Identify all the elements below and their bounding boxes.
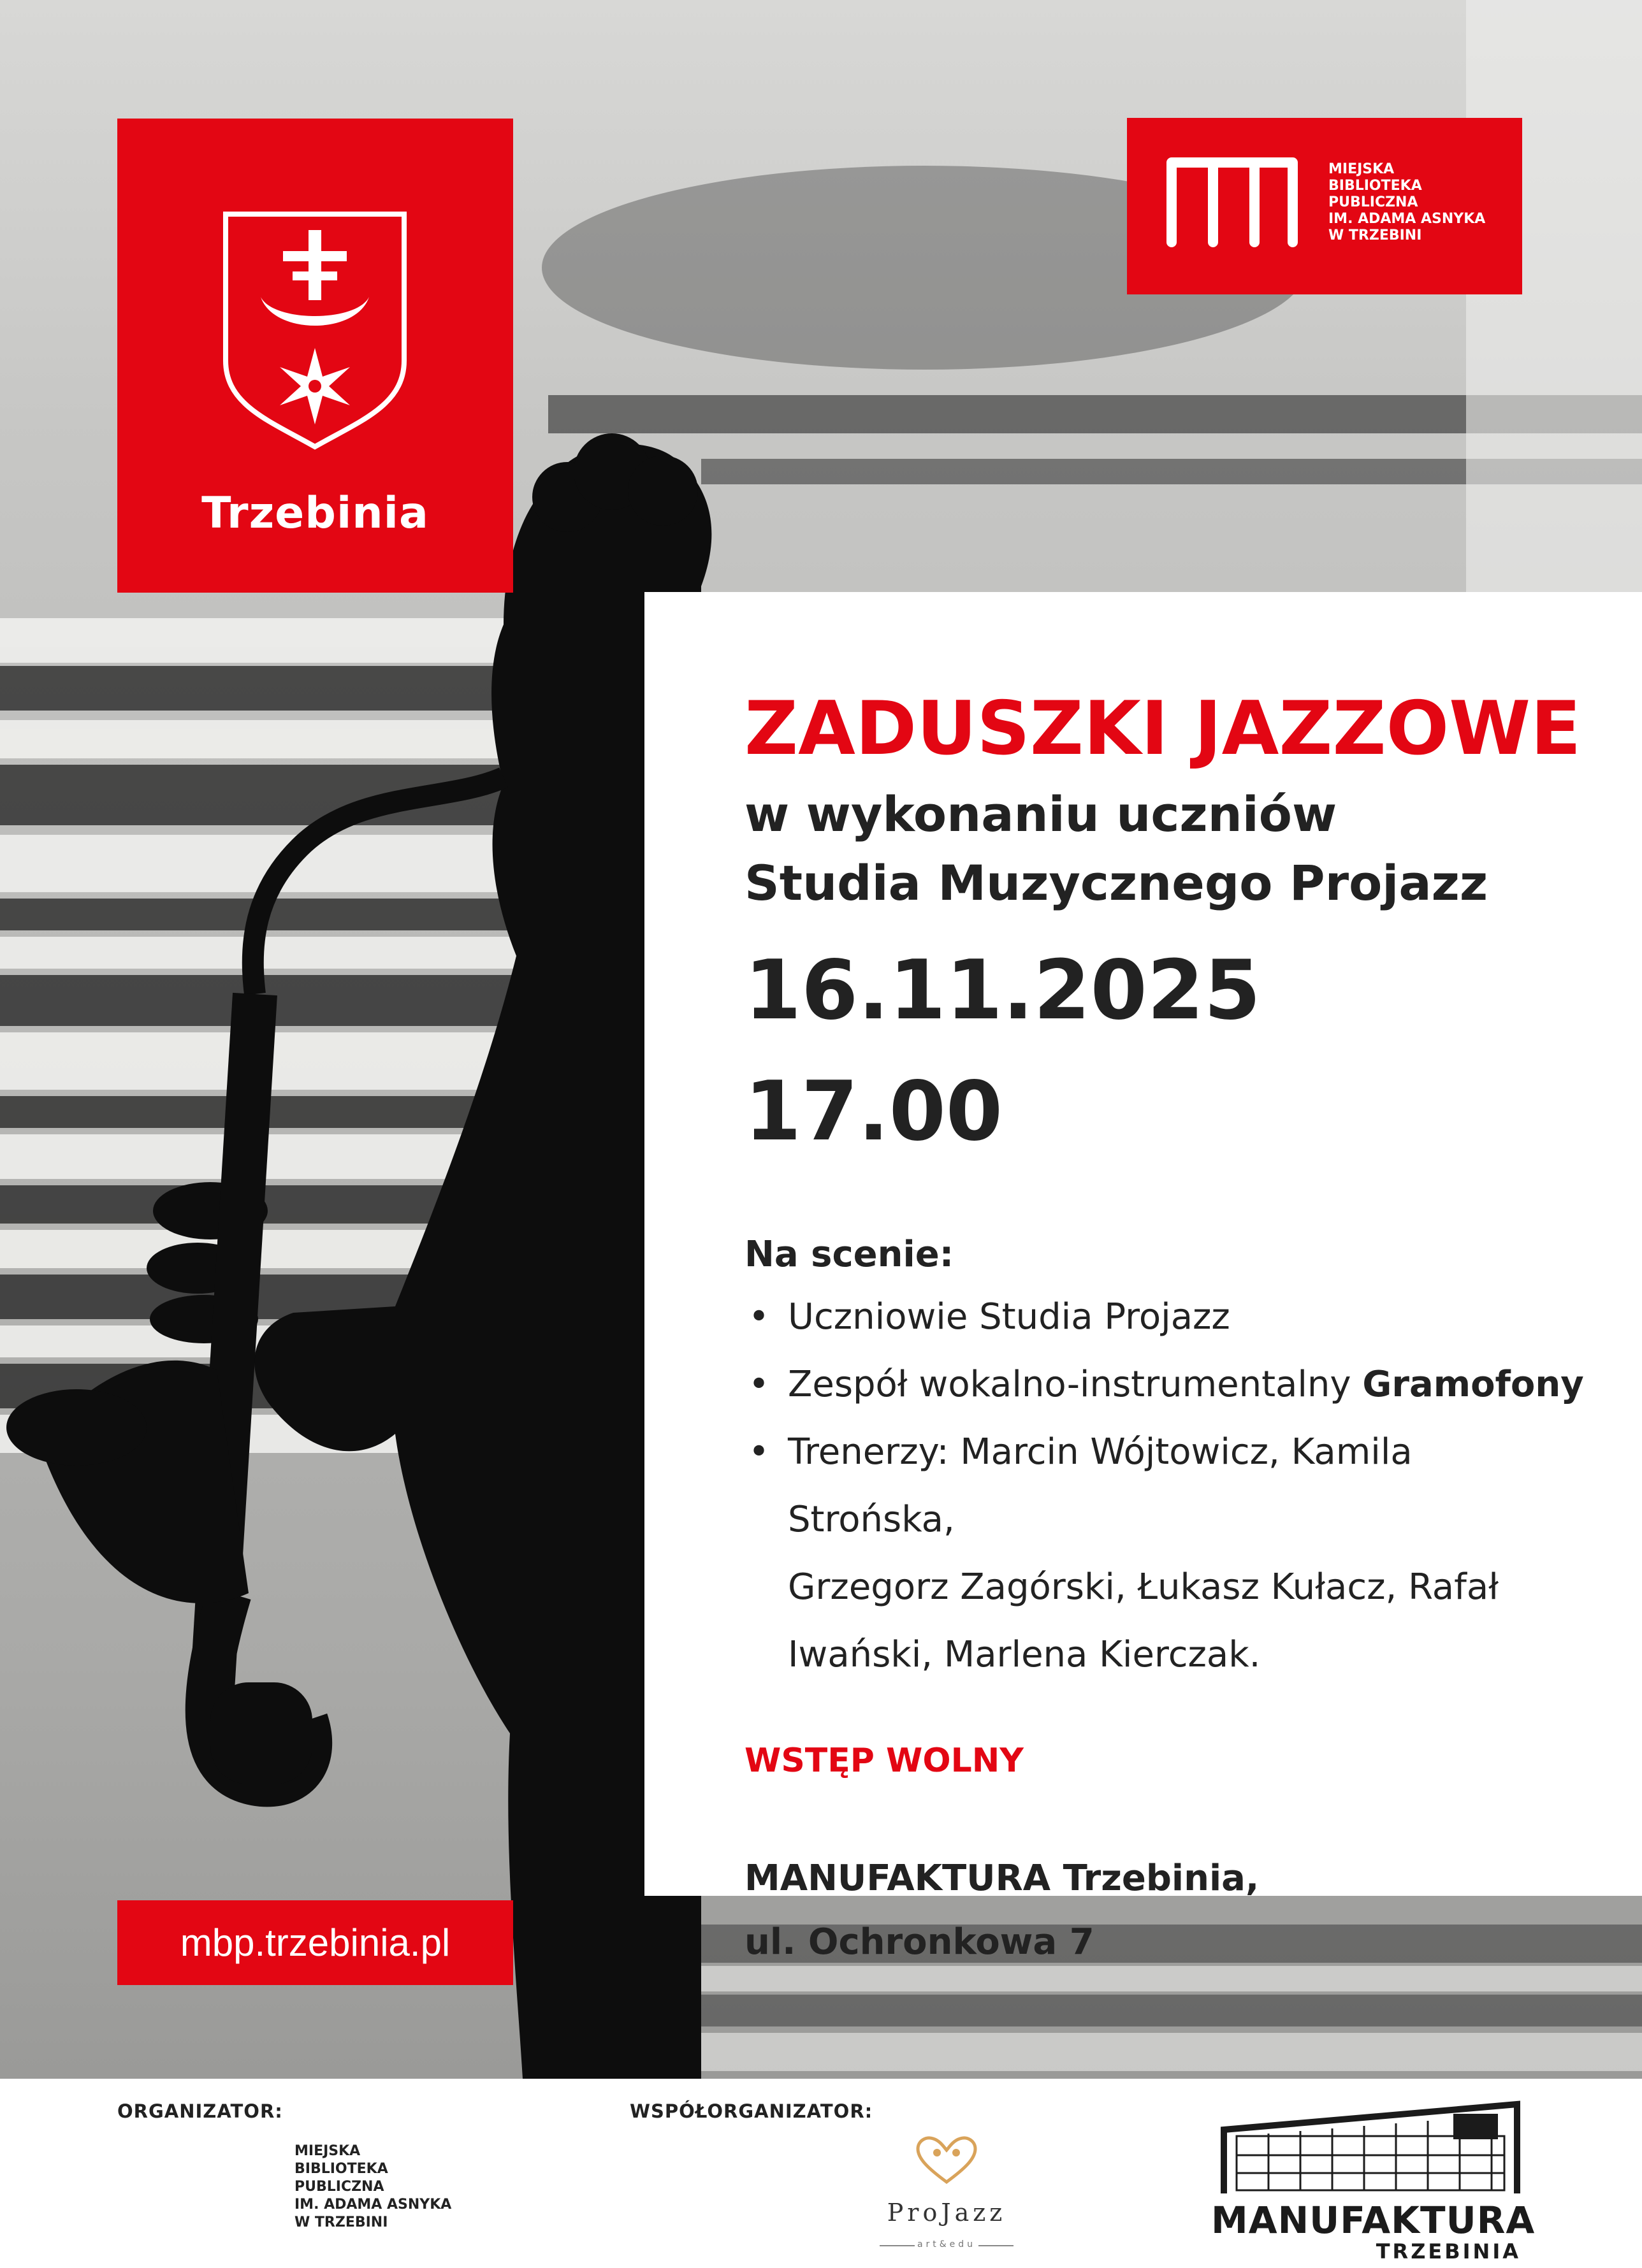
- event-date: 16.11.2025: [745, 943, 1261, 1038]
- event-time: 17.00: [745, 1064, 1003, 1159]
- heart-clef-icon: [867, 2130, 1026, 2193]
- manufaktura-city: TRZEBINIA: [1376, 2239, 1521, 2264]
- trzebinia-logo: [117, 119, 513, 593]
- lineup-item-text: Grzegorz Zagórski, Łukasz Kułacz, Rafał: [788, 1566, 1499, 1608]
- event-title: ZADUSZKI JAZZOWE: [745, 686, 1581, 772]
- library-name-line: PUBLICZNA: [1328, 194, 1418, 210]
- library-name-line: W TRZEBINI: [1328, 228, 1422, 243]
- library-name-line: IM. ADAMA ASNYKA: [1328, 211, 1486, 227]
- library-m-icon: [1165, 153, 1299, 249]
- coorganizer-label: WSPÓŁORGANIZATOR:: [630, 2100, 873, 2122]
- town-name: Trzebinia: [201, 488, 429, 538]
- event-info-panel: [644, 592, 1642, 1963]
- lineup-item-text: Zespół wokalno-instrumentalny: [788, 1364, 1363, 1405]
- event-subtitle-line: w wykonaniu uczniów: [745, 786, 1337, 842]
- library-logo: [1127, 118, 1522, 294]
- band-name: Gramofony: [1362, 1364, 1584, 1405]
- lineup-list: [745, 1283, 1624, 1689]
- projazz-logo: [867, 2130, 1026, 2257]
- projazz-tagline: art&edu: [917, 2239, 977, 2250]
- bullet: •: [748, 1296, 770, 1338]
- organizer-name: [294, 2142, 451, 2232]
- lineup-item: [745, 1283, 1624, 1351]
- venue-address: [745, 1847, 1624, 1974]
- organizer-name-line: W TRZEBINI: [294, 2214, 388, 2230]
- lineup-item: [745, 1419, 1553, 1689]
- website-link[interactable]: mbp.trzebinia.pl: [117, 1900, 513, 1985]
- lineup-item-text: Trenerzy: Marcin Wójtowicz, Kamila Strońska,: [788, 1431, 1413, 1540]
- venue-line: MANUFAKTURA Trzebinia,: [745, 1858, 1260, 1899]
- building-icon: [1211, 2091, 1530, 2200]
- lineup-item-text: Uczniowie Studia Projazz: [788, 1296, 1230, 1338]
- manufaktura-logo: [1211, 2091, 1536, 2264]
- footer: [0, 2079, 1642, 2268]
- coat-of-arms-icon: [213, 201, 417, 456]
- event-subtitle: [745, 780, 1624, 918]
- bullet: •: [748, 1431, 770, 1473]
- organizer-label: ORGANIZATOR:: [117, 2100, 283, 2122]
- organizer-name-line: MIEJSKA: [294, 2143, 361, 2159]
- organizer-name-line: BIBLIOTEKA: [294, 2161, 388, 2177]
- venue-line: ul. Ochronkowa 7: [745, 1921, 1094, 1963]
- event-subtitle-line: Studia Muzycznego Projazz: [745, 855, 1488, 911]
- lineup-item-text: Iwański, Marlena Kierczak.: [788, 1634, 1261, 1675]
- bullet: •: [748, 1364, 770, 1405]
- library-name-line: MIEJSKA: [1328, 161, 1395, 177]
- admission-note: WSTĘP WOLNY: [745, 1742, 1024, 1780]
- divider: [978, 2245, 1014, 2246]
- library-name: [1328, 161, 1485, 244]
- organizer-name-line: PUBLICZNA: [294, 2179, 384, 2195]
- library-m-icon: [210, 2128, 287, 2192]
- projazz-name: ProJazz: [887, 2199, 1006, 2227]
- stage-heading: Na scenie:: [745, 1234, 954, 1275]
- manufaktura-name: MANUFAKTURA: [1211, 2199, 1536, 2242]
- lineup-item: [745, 1351, 1624, 1419]
- library-name-line: BIBLIOTEKA: [1328, 178, 1422, 194]
- organizer-name-line: IM. ADAMA ASNYKA: [294, 2197, 452, 2213]
